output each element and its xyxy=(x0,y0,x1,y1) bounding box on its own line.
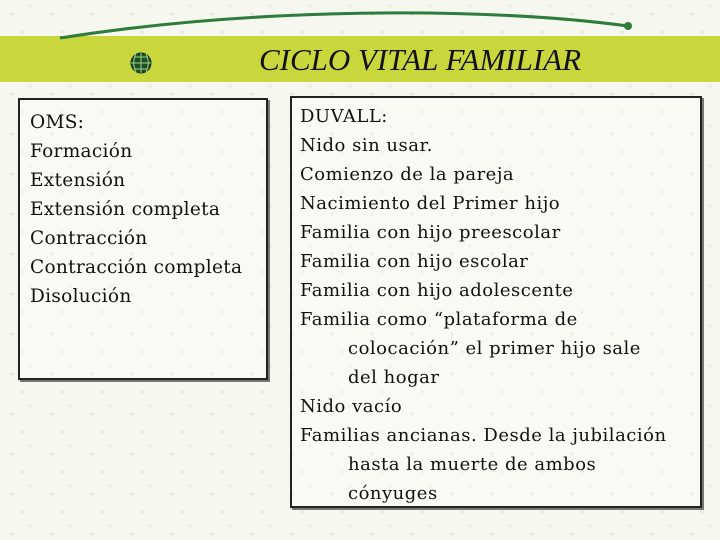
list-item: Extensión xyxy=(30,170,126,191)
globe-icon xyxy=(130,52,152,74)
list-item-continuation: hasta la muerte de ambos xyxy=(348,454,597,475)
list-item-continuation: colocación” el primer hijo sale xyxy=(348,338,641,359)
list-item: Nido vacío xyxy=(300,396,403,417)
list-item: OMS: xyxy=(30,112,85,133)
list-item: Contracción xyxy=(30,228,148,249)
list-item: Familia como “plataforma de xyxy=(300,309,578,330)
list-item: Formación xyxy=(30,141,133,162)
list-item: Nacimiento del Primer hijo xyxy=(300,193,561,214)
oms-stages-box xyxy=(18,98,268,380)
list-item: Familias ancianas. Desde la jubilación xyxy=(300,425,667,446)
list-item: Familia con hijo escolar xyxy=(300,251,529,272)
slide-title: CICLO VITAL FAMILIAR xyxy=(258,42,582,77)
list-item: Familia con hijo preescolar xyxy=(300,222,561,243)
list-item: Familia con hijo adolescente xyxy=(300,280,574,301)
list-item: Disolución xyxy=(30,286,132,307)
list-item: Comienzo de la pareja xyxy=(300,164,515,185)
list-item: Extensión completa xyxy=(30,199,221,220)
duvall-stages-box xyxy=(290,96,702,508)
list-item-continuation: del hogar xyxy=(348,367,440,388)
list-item-continuation: cónyuges xyxy=(348,483,438,504)
list-item: DUVALL: xyxy=(300,106,388,127)
list-item: Contracción completa xyxy=(30,257,243,278)
list-item: Nido sin usar. xyxy=(300,135,433,156)
